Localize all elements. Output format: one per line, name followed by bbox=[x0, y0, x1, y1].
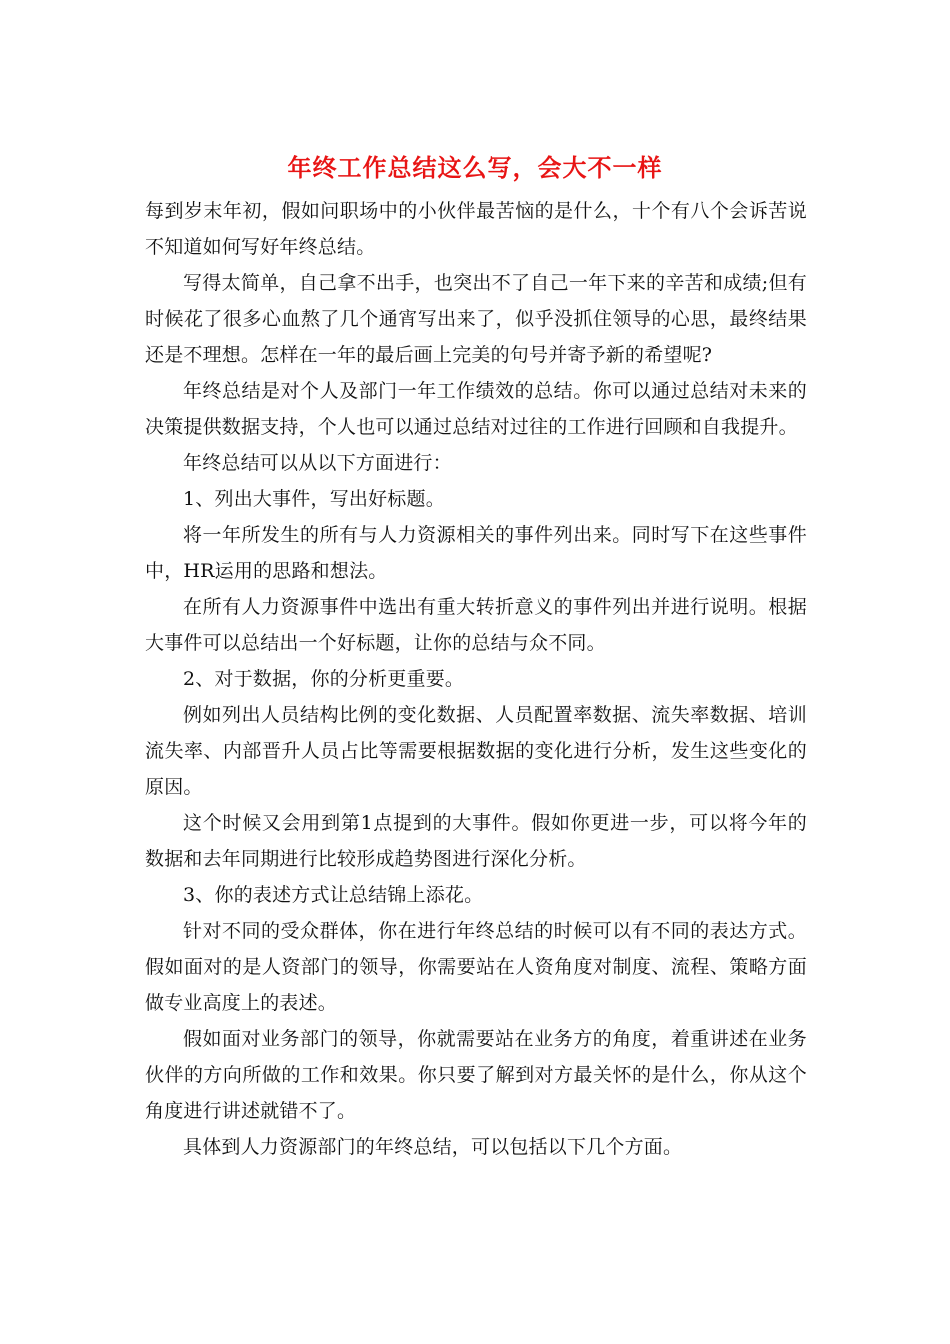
paragraph: 假如面对业务部门的领导，你就需要站在业务方的角度，着重讲述在业务伙伴的方向所做的工作和效果。你只要了解到对方最关怀的是什么，你从这个角度进行讲述就错不了。 bbox=[145, 1028, 807, 1122]
paragraph: 针对不同的受众群体，你在进行年终总结的时候可以有不同的表达方式。假如面对的是人资部门的领导，你需要站在人资角度对制度、流程、策略方面做专业高度上的表述。 bbox=[145, 920, 807, 1014]
paragraph: 年终总结是对个人及部门一年工作绩效的总结。你可以通过总结对未来的决策提供数据支持，个人也可以通过总结对过往的工作进行回顾和自我提升。 bbox=[145, 380, 807, 438]
section-heading: 1、列出大事件，写出好标题。 bbox=[183, 488, 445, 510]
paragraph: 具体到人力资源部门的年终总结，可以包括以下几个方面。 bbox=[183, 1136, 683, 1158]
paragraph: 每到岁末年初，假如问职场中的小伙伴最苦恼的是什么，十个有八个会诉苦说不知道如何写好年终总结。 bbox=[145, 200, 807, 258]
paragraph: 在所有人力资源事件中选出有重大转折意义的事件列出并进行说明。根据大事件可以总结出一个好标题，让你的总结与众不同。 bbox=[145, 596, 807, 654]
document-body bbox=[145, 193, 807, 1165]
paragraph: 写得太简单，自己拿不出手，也突出不了自己一年下来的辛苦和成绩;但有时候花了很多心血熬了几个通宵写出来了，似乎没抓住领导的心思，最终结果还是不理想。怎样在一年的最后画上完美的句号并寄予新的希望呢? bbox=[145, 272, 807, 366]
paragraph: 将一年所发生的所有与人力资源相关的事件列出来。同时写下在这些事件中，HR运用的思路和想法。 bbox=[145, 524, 807, 582]
paragraph: 例如列出人员结构比例的变化数据、人员配置率数据、流失率数据、培训流失率、内部晋升人员占比等需要根据数据的变化进行分析，发生这些变化的原因。 bbox=[145, 704, 807, 798]
paragraph: 这个时候又会用到第1点提到的大事件。假如你更进一步，可以将今年的数据和去年同期进行比较形成趋势图进行深化分析。 bbox=[145, 812, 807, 870]
section-heading: 3、你的表述方式让总结锦上添花。 bbox=[183, 884, 484, 906]
section-heading: 2、对于数据，你的分析更重要。 bbox=[183, 668, 465, 690]
paragraph: 年终总结可以从以下方面进行： bbox=[183, 452, 452, 474]
document-title: 年终工作总结这么写，会大不一样 bbox=[287, 153, 663, 182]
